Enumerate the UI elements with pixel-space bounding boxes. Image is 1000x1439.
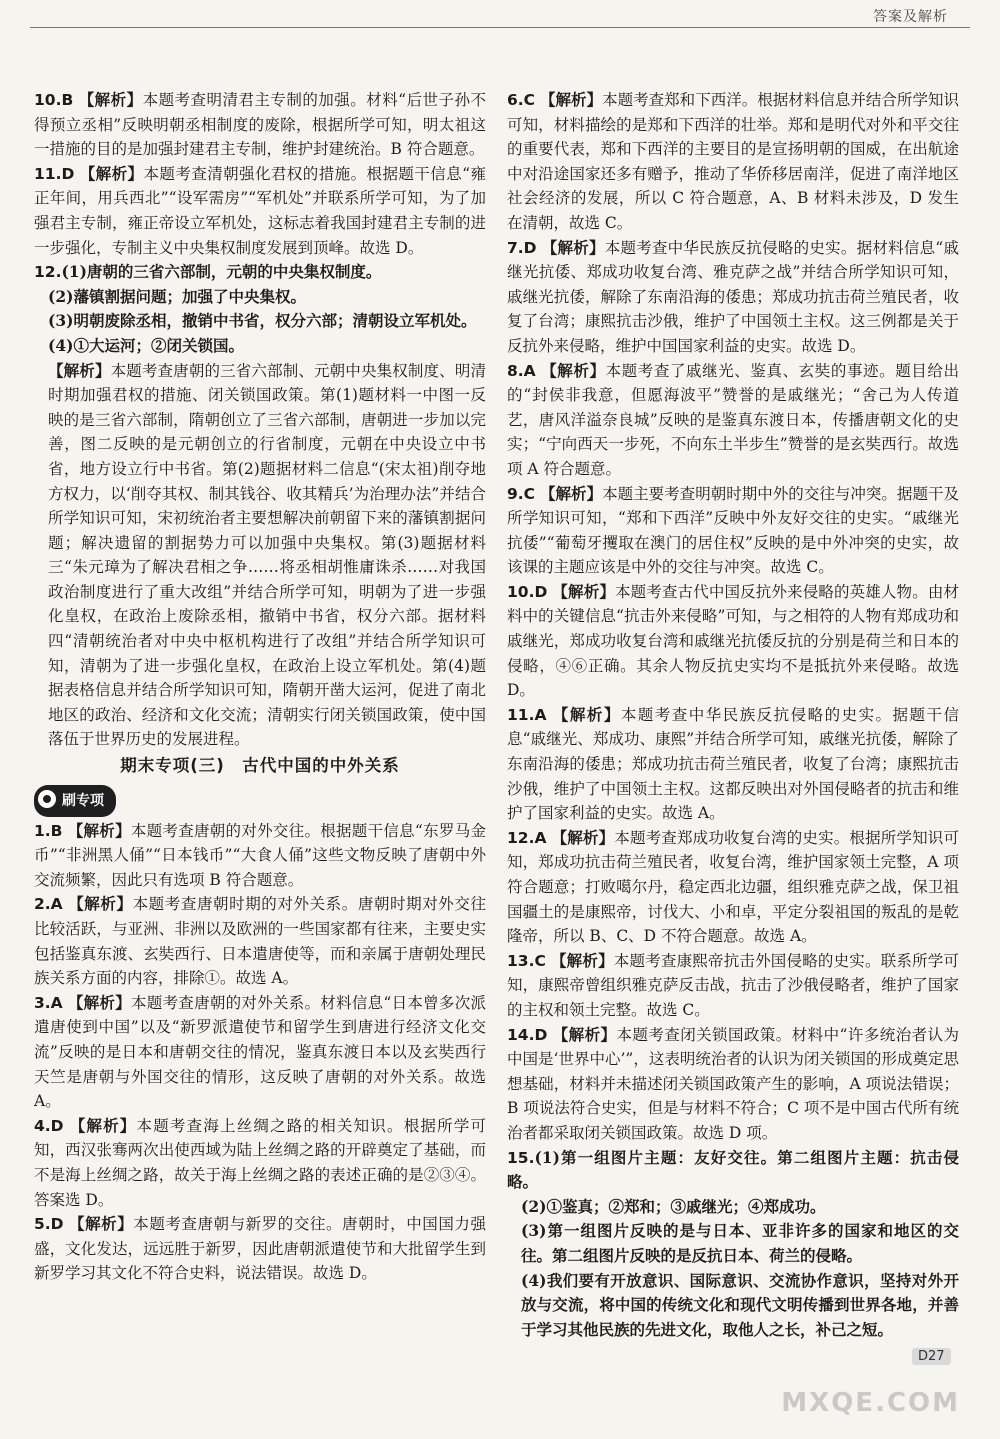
answer-item-15 (507, 1146, 959, 1343)
analysis-text: 本题考查清朝强化君权的措施。根据题干信息“雍正年间，用兵西北”“设军需房”“军机处”并联系所学可知，为了加强君主专制，雍正帝设立军机处，这标志着我国封建君主专制的进一步强化，专制主义中央集权制度发展到顶峰。故选 D。 (34, 164, 486, 257)
answer-item-7 (507, 236, 959, 359)
badge-row (34, 781, 486, 817)
analysis-tag: 【解析】 (552, 704, 621, 724)
analysis-tag: 【解析】 (79, 163, 144, 183)
item-number: 12. (34, 263, 62, 282)
item-number: 7.D (507, 238, 537, 257)
item-number: 10.B (34, 91, 74, 109)
analysis-text: 本题考查闭关锁国政策。材料中“许多统治者认为中国是‘世界中心’”，这表明统治者的认识为闭关锁国的形成奠定思想基础，材料并未描述闭关锁国政策产生的影响，A 项说法错误；B 项说法符合史实，但是与材料不符合；C 项不是中国古代所有统治者都采取闭关锁国政策。故选 D 项。 (507, 1025, 959, 1142)
analysis-tag: 【解析】 (552, 581, 615, 601)
analysis-text: 本题考查郑成功收复台湾的史实。根据所学知识可知，郑成功抗击荷兰殖民者，收复台湾，维护国家领土完整，A 项符合题意；打败噶尔丹，稳定西北边疆，组织雅克萨之战，保卫祖国疆土的是康熙帝，讨伐大、小和卓，平定分裂祖国的叛乱的是乾隆帝，所以 B、C、D 不符合题意。故选 A。 (507, 828, 959, 946)
analysis-tag: 【解析】 (541, 237, 605, 257)
answer-item-10 (34, 88, 486, 162)
answer-item-14 (507, 1023, 959, 1146)
item-number: 3.A (34, 993, 63, 1012)
item-number: 13.C (507, 951, 546, 970)
answer-part-4: (4)我们要有开放意识、国际意识、交流协作意识，坚持对外开放与交流，将中国的传统文化和现代文明传播到世界各地，并善于学习其他民族的先进文化，取他人之长，补己之短。 (521, 1270, 959, 1339)
item-number: 15. (507, 1148, 535, 1167)
answer-item-8 (507, 359, 959, 482)
analysis-tag: 【解析】 (67, 992, 131, 1012)
analysis-text: 本题考查唐朝的对外关系。材料信息“日本曾多次派遣唐使到中国”以及“新罗派遣使节和留学生到唐进行经济文化交流”反映的是日本和唐朝交往的情况，鉴真东渡日本以及玄奘西行天竺是唐朝与外国交往的情形，这反映了唐朝的对外关系。故选 A。 (34, 993, 486, 1111)
brush-icon (38, 790, 56, 808)
analysis-tag: 【解析】 (550, 950, 614, 970)
item-number: 10.D (507, 582, 548, 601)
analysis-text: 本题主要考查明朝时期中外的交往与冲突。据题干及所学知识可知，“郑和下西洋”反映中外友好交往的史实。“戚继光抗倭”“葡萄牙攫取在澳门的居住权”反映的是中外冲突的史实，故该课的主题应该是中外的交往与冲突。故选 C。 (507, 484, 959, 577)
answer-item-13 (507, 949, 959, 1023)
analysis-tag: 【解析】 (78, 90, 143, 109)
analysis-tag: 【解析】 (540, 90, 603, 109)
answer-item-2 (34, 892, 486, 990)
analysis-text: 本题考查唐朝的对外交往。根据题干信息“东罗马金币”“非洲黑人俑”“日本钱币”“大食人俑”这些文物反映了唐朝中外交流频繁，因此只有选项 B 符合题意。 (34, 821, 486, 889)
item-number: 11.D (34, 164, 75, 183)
analysis-tag: 【解析】 (68, 894, 133, 914)
page-number: D27 (912, 1348, 951, 1365)
analysis-text: 本题考查唐朝与新罗的交往。唐朝时，中国国力强盛，文化发达，远远胜于新罗，因此唐朝派遣使节和大批留学生到新罗学习其文化不符合史料，说法错误。故选 D。 (34, 1215, 486, 1283)
item-number: 4.D (34, 1116, 64, 1135)
analysis-tag: 【解析】 (541, 360, 606, 380)
badge-label: 刷专项 (62, 792, 104, 809)
item-number: 2.A (34, 895, 63, 914)
analysis-text: 本题考查了戚继光、鉴真、玄奘的事迹。题目给出的“封侯非我意，但愿海波平”赞誉的是戚继光；“舍己为人传道艺，唐风洋溢奈良城”反映的是鉴真东渡日本，传播唐朝文化的史实；“宁向西天一步死，不向东土半步生”赞誉的是玄奘西行。故选项 A 符合题意。 (507, 361, 959, 478)
answer-item-10b (507, 580, 959, 703)
answer-item-4 (34, 1114, 486, 1212)
analysis-text: 本题考查郑和下西洋。根据材料信息并结合所学知识可知，材料描绘的是郑和下西洋的壮举。郑和是明代对外和平交往的重要代表，郑和下西洋的主要目的是宣扬明朝的国威，在出航途中对沿途国家还多有赠予，推动了华侨移居南洋，促进了南洋地区社会经济的发展，所以 C 符合题意，A、B 材料未涉及，D 发生在清朝，故选 C。 (507, 91, 959, 232)
analysis-tag: 【解析】 (551, 827, 615, 847)
section-badge (34, 785, 116, 818)
answer-part-2: (2)①鉴真；②郑和；③戚继光；④郑成功。 (521, 1196, 826, 1216)
item-number: 14.D (507, 1025, 548, 1044)
answer-item-12b (507, 826, 959, 949)
answer-part-2: (2)藩镇割据问题；加强了中央集权。 (48, 286, 306, 306)
item-number: 9.C (507, 484, 536, 503)
analysis-tag: 【解析】 (67, 820, 131, 840)
item-number: 11.A (507, 705, 547, 724)
watermark: MXQE.COM (781, 1388, 960, 1418)
analysis-text: 本题考查中华民族反抗侵略的史实。据题干信息“戚继光、郑成功、康熙”并结合所学可知，戚继光抗倭，解除了东南沿海的倭患；郑成功抗击荷兰殖民者，收复了台湾；康熙抗击沙俄，维护了中国领土主权。这都反映出对外国侵略者的抗击和维护了国家利益的史实。故选 A。 (507, 705, 959, 823)
answer-part-4: (4)①大运河；②闭关锁国。 (48, 335, 244, 355)
item-number: 8.A (507, 361, 536, 380)
analysis-tag: 【解析】 (540, 483, 603, 503)
item-number: 5.D (34, 1215, 64, 1234)
analysis-tag: 【解析】 (552, 1024, 617, 1044)
answer-part-1: (1)第一组图片主题：友好交往。第二组图片主题：抗击侵略。 (507, 1147, 959, 1192)
analysis-text: 本题考查唐朝的三省六部制、元朝中央集权制度、明清时期加强君权的措施、闭关锁国政策。第(1)题材料一中图一反映的是三省六部制，隋朝创立了三省六部制，唐朝进一步加以完善，图二反映的是元朝创立的行省制度，元朝在中央设立中书省，地方设立行中书省。第(2)题据材料二信息“(宋太祖)削夺地方权力，以‘削夺其权、制其钱谷、收其精兵’为治理办法”并结合所学知识可知，宋初统治者主要想解决前朝留下来的藩镇割据问题；解决遗留的割据势力可以加强中央集权。第(3)题据材料三“朱元璋为了解决君相之争……将丞相胡惟庸诛杀……对我国政治制度进行了重大改组”并结合所学可知，明朝为了进一步强化皇权，在政治上废除丞相，撤销中书省，权分六部。据材料四“清朝统治者对中央中枢机构进行了改组”并结合所学知识可知，清朝为了进一步强化皇权，在政治上设立军机处。第(4)题据表格信息并结合所学知识可知，隋朝开凿大运河，促进了南北地区的政治、经济和文化交流；清朝实行闭关锁国政策，使中国落伍于世界历史的发展进程。 (48, 361, 486, 749)
analysis-tag: 【解析】 (69, 1214, 134, 1234)
header-label: 答案及解析 (873, 9, 948, 25)
section-title: 期末专项(三) 古代中国的中外关系 (120, 756, 400, 776)
answer-item-6 (507, 88, 959, 236)
item-number: 6.C (507, 91, 536, 109)
answer-item-5 (34, 1212, 486, 1286)
right-column (507, 88, 959, 1342)
answer-part-3: (3)明朝废除丞相，撤销中书省，权分六部；清朝设立军机处。 (48, 311, 477, 331)
left-column (34, 88, 486, 1286)
header-rule (30, 27, 970, 28)
answer-item-3 (34, 991, 486, 1114)
item-number: 12.A (507, 828, 547, 847)
answer-item-11 (34, 162, 486, 260)
analysis-text: 本题考查古代中国反抗外来侵略的英雄人物。由材料中的关键信息“抗击外来侵略”可知，与之相符的人物有郑成功和戚继光，郑成功收复台湾和戚继光抗倭反抗的分别是荷兰和日本的侵略，④⑥正确。其余人物反抗史实均不是抵抗外来侵略。故选 D。 (507, 582, 959, 700)
analysis-text: 本题考查中华民族反抗侵略的史实。据材料信息“戚继光抗倭、郑成功收复台湾、雅克萨之战”并结合所学知识可知，戚继光抗倭，解除了东南沿海的倭患；郑成功抗击荷兰殖民者，收复了台湾；康熙抗击沙俄，维护了中国领土主权。这三例都是关于反抗外来侵略，维护中国国家利益的史实。故选 D。 (507, 238, 959, 355)
analysis-text: 本题考查康熙帝抗击外国侵略的史实。联系所学可知，康熙帝曾组织雅克萨反击战，抗击了沙俄侵略者，维护了国家的主权和领土完整。故选 C。 (507, 951, 959, 1019)
answer-part-1: (1)唐朝的三省六部制，元朝的中央集权制度。 (61, 262, 382, 282)
analysis-text: 本题考查唐朝时期的对外关系。唐朝时期对外交往比较活跃，与亚洲、非洲以及欧洲的一些国家都有往来，主要史实包括鉴真东渡、玄奘西行、日本遣唐使等，而和亲属于唐朝处理民族关系方面的内容，排除①。故选 A。 (34, 895, 486, 988)
answer-item-11b (507, 703, 959, 826)
answer-item-1 (34, 819, 486, 893)
analysis-tag: 【解析】 (48, 360, 111, 380)
answer-item-9 (507, 482, 959, 580)
answer-item-12 (34, 260, 486, 752)
answer-part-3: (3)第一组图片反映的是与日本、亚非许多的国家和地区的交往。第二组图片反映的是反抗日本、荷兰的侵略。 (521, 1221, 959, 1265)
analysis-tag: 【解析】 (69, 1115, 137, 1135)
item-number: 1.B (34, 821, 63, 840)
analysis-text: 本题考查海上丝绸之路的相关知识。根据所学可知，西汉张骞两次出使西域为陆上丝绸之路的开辟奠定了基础，而不是海上丝绸之路，故关于海上丝绸之路的表述正确的是②③④。答案选 D。 (34, 1116, 486, 1209)
analysis-text: 本题考查明清君主专制的加强。材料“后世子孙不得预立丞相”反映明朝丞相制度的废除，根据所学可知，明太祖这一措施的目的是加强封建君主专制，维护封建统治。B 符合题意。 (34, 91, 486, 159)
